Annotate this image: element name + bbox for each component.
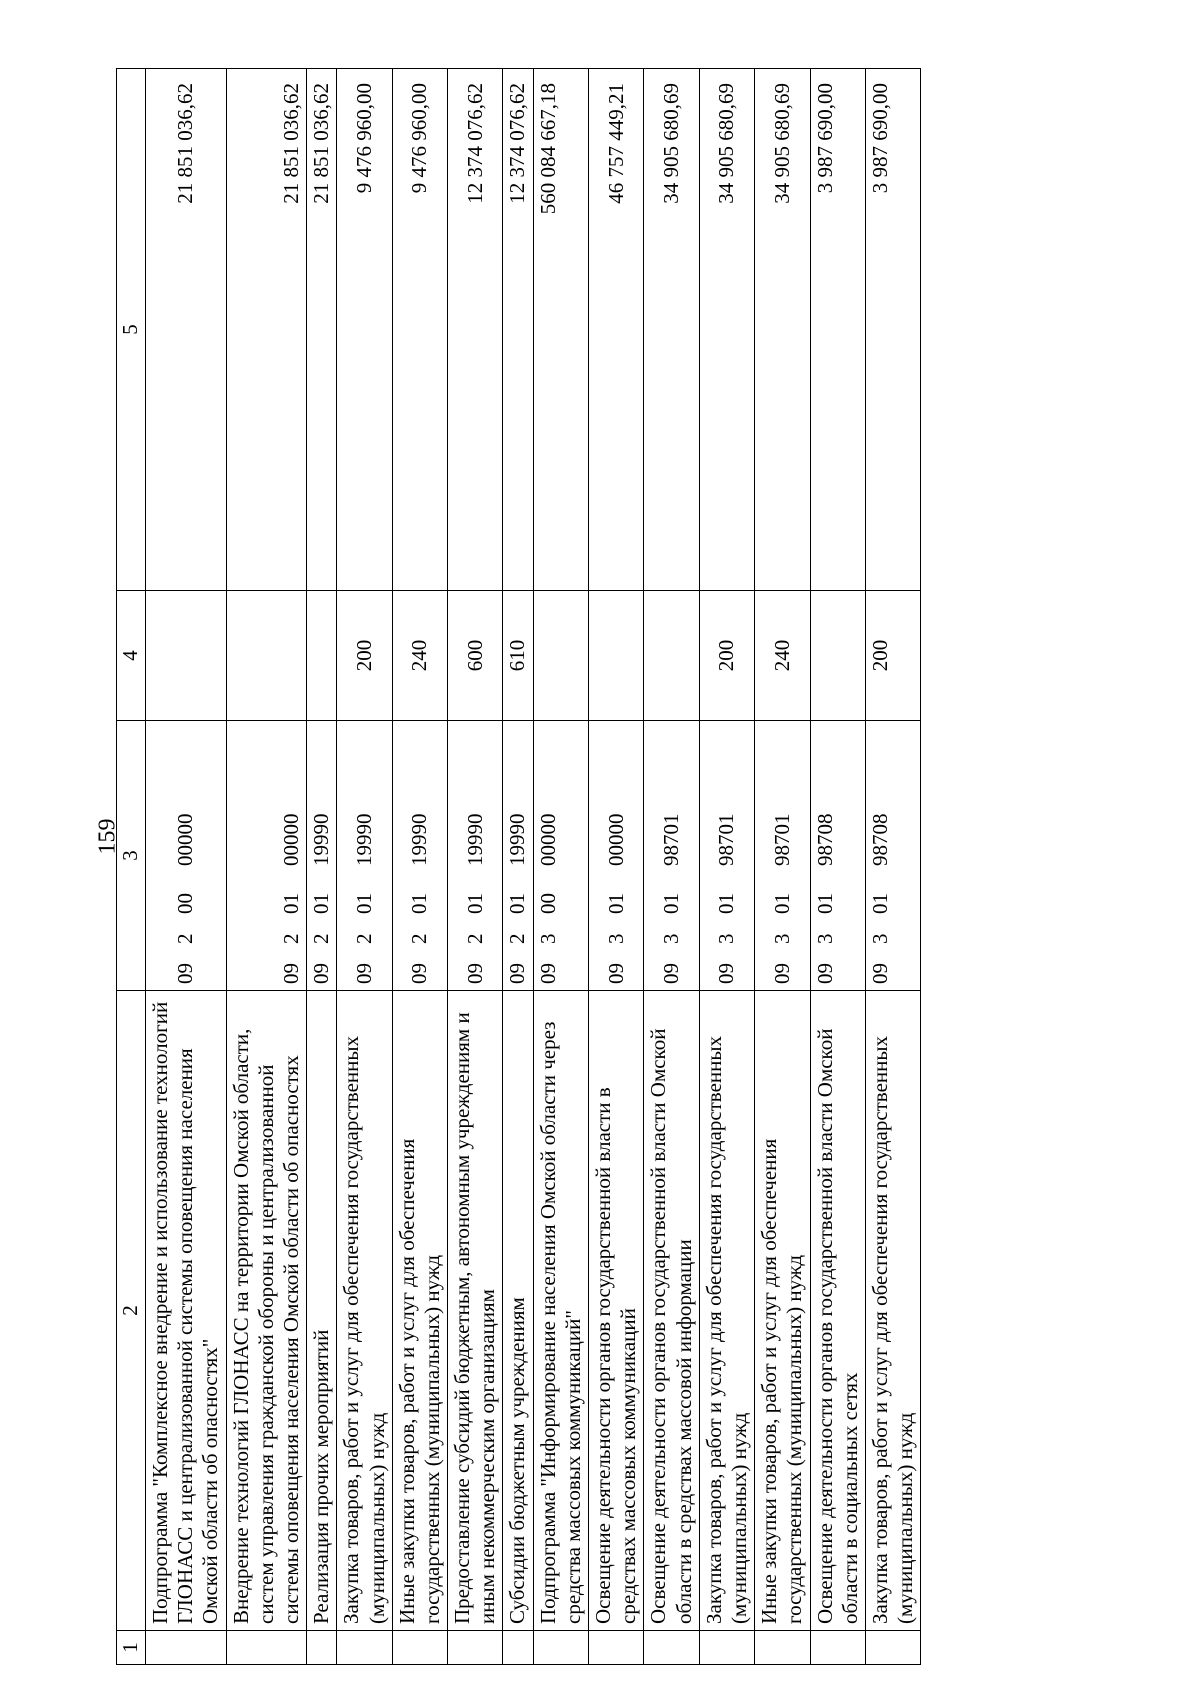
row-index-cell (307, 1631, 337, 1665)
table-row (865, 69, 920, 1665)
row-index-cell (589, 1631, 644, 1665)
code-direction: 19990 (351, 813, 376, 866)
row-code-cell (865, 721, 920, 991)
row-type-cell: 240 (755, 591, 810, 721)
code-event: 00 (173, 893, 198, 914)
row-code-cell (503, 721, 533, 991)
row-code-cell (755, 721, 810, 991)
row-type-cell (307, 591, 337, 721)
code-subprogram: 3 (714, 933, 739, 944)
table-body (146, 69, 921, 1665)
table-row (448, 69, 503, 1665)
code-program: 09 (505, 963, 530, 984)
code-subprogram: 3 (867, 933, 892, 944)
table-row (307, 69, 337, 1665)
table-row (146, 69, 227, 1665)
code-direction: 00000 (278, 813, 303, 866)
row-amount-cell: 9 476 960,00 (337, 69, 392, 591)
row-code-cell (307, 721, 337, 991)
row-code-cell (810, 721, 865, 991)
row-type-cell: 240 (392, 591, 447, 721)
code-event: 00 (535, 893, 560, 914)
row-amount-cell: 21 851 036,62 (226, 69, 307, 591)
code-direction: 98708 (812, 813, 837, 866)
row-index-cell (337, 1631, 392, 1665)
row-code (352, 721, 377, 990)
row-name-cell: Освещение деятельности органов государственной власти Омской области в средствах массовой информации (644, 991, 699, 1631)
code-event: 01 (278, 893, 303, 914)
code-program: 09 (812, 963, 837, 984)
row-index-cell (146, 1631, 227, 1665)
code-program: 09 (462, 963, 487, 984)
code-program: 09 (351, 963, 376, 984)
row-code (536, 721, 561, 990)
code-direction: 00000 (603, 813, 628, 866)
code-event: 01 (351, 893, 376, 914)
row-name-cell: Освещение деятельности органов государственной власти Омской области в социальных сетях (810, 991, 865, 1631)
code-subprogram: 3 (603, 933, 628, 944)
code-direction: 98708 (867, 813, 892, 866)
row-index-cell (226, 1631, 307, 1665)
row-amount-cell: 3 987 690,00 (865, 69, 920, 591)
row-type-cell (810, 591, 865, 721)
header-col-3: 3 (117, 721, 146, 991)
row-name-cell: Реализация прочих мероприятий (307, 991, 337, 1631)
row-index-cell (644, 1631, 699, 1665)
table-row (392, 69, 447, 1665)
code-event: 01 (603, 893, 628, 914)
code-direction: 98701 (658, 813, 683, 866)
row-code-cell (644, 721, 699, 991)
row-name-cell: Подпрограмма "Информирование населения Омской области через средства массовых коммуникаций" (533, 991, 588, 1631)
code-program: 09 (278, 963, 303, 984)
row-index-cell (865, 1631, 920, 1665)
row-code-cell (146, 721, 227, 991)
row-code (604, 721, 629, 990)
row-type-cell: 200 (699, 591, 754, 721)
code-subprogram: 2 (505, 933, 530, 944)
table-row (810, 69, 865, 1665)
row-amount-cell: 9 476 960,00 (392, 69, 447, 591)
row-code (463, 721, 488, 990)
row-index-cell (392, 1631, 447, 1665)
row-type-cell: 200 (865, 591, 920, 721)
code-event: 01 (714, 893, 739, 914)
row-name-cell: Внедрение технологий ГЛОНАСС на территории Омской области, систем управления гражданской обороны и централизованной системы оповещения населения Омской области об опасностях (226, 991, 307, 1631)
row-name-cell: Подпрограмма "Комплексное внедрение и использование технологий ГЛОНАСС и централизованной системы оповещения населения Омской области об опасностях" (146, 991, 227, 1631)
code-program: 09 (173, 963, 198, 984)
row-code-cell (337, 721, 392, 991)
code-subprogram: 2 (462, 933, 487, 944)
code-subprogram: 2 (173, 933, 198, 944)
row-type-cell (589, 591, 644, 721)
row-code (407, 721, 432, 990)
row-name-cell: Освещение деятельности органов государственной власти в средствах массовых коммуникаций (589, 991, 644, 1631)
code-subprogram: 3 (769, 933, 794, 944)
table-row (755, 69, 810, 1665)
code-direction: 98701 (769, 813, 794, 866)
row-name-cell: Иные закупки товаров, работ и услуг для обеспечения государственных (муниципальных) нужд (755, 991, 810, 1631)
code-program: 09 (867, 963, 892, 984)
row-amount-cell: 21 851 036,62 (146, 69, 227, 591)
code-event: 01 (462, 893, 487, 914)
header-col-4: 4 (117, 591, 146, 721)
row-name-cell: Закупка товаров, работ и услуг для обеспечения государственных (муниципальных) нужд (865, 991, 920, 1631)
table-header-row (117, 69, 146, 1665)
row-name-cell: Иные закупки товаров, работ и услуг для обеспечения государственных (муниципальных) нужд (392, 991, 447, 1631)
row-type-cell (644, 591, 699, 721)
row-type-cell (226, 591, 307, 721)
code-event: 01 (407, 893, 432, 914)
table-row (226, 69, 307, 1665)
code-direction: 00000 (173, 813, 198, 866)
row-code (659, 721, 684, 990)
row-type-cell: 200 (337, 591, 392, 721)
row-code (279, 721, 304, 990)
row-amount-cell: 12 374 076,62 (448, 69, 503, 591)
table-row (503, 69, 533, 1665)
code-direction: 00000 (535, 813, 560, 866)
row-index-cell (810, 1631, 865, 1665)
row-amount-cell: 34 905 680,69 (755, 69, 810, 591)
code-event: 01 (769, 893, 794, 914)
code-direction: 19990 (407, 813, 432, 866)
row-amount-cell: 3 987 690,00 (810, 69, 865, 591)
row-name-cell: Субсидии бюджетным учреждениям (503, 991, 533, 1631)
code-event: 01 (658, 893, 683, 914)
budget-table (116, 68, 921, 1665)
row-code (309, 721, 334, 990)
row-index-cell (755, 1631, 810, 1665)
row-amount-cell: 34 905 680,69 (699, 69, 754, 591)
code-program: 09 (535, 963, 560, 984)
row-name-cell: Предоставление субсидий бюджетным, автономным учреждениям и иным некоммерческим организациям (448, 991, 503, 1631)
row-index-cell (503, 1631, 533, 1665)
table-row (337, 69, 392, 1665)
header-col-2: 2 (117, 991, 146, 1631)
row-code-cell (533, 721, 588, 991)
row-amount-cell: 46 757 449,21 (589, 69, 644, 591)
code-event: 01 (505, 893, 530, 914)
code-subprogram: 2 (351, 933, 376, 944)
row-index-cell (448, 1631, 503, 1665)
code-event: 01 (867, 893, 892, 914)
row-code-cell (392, 721, 447, 991)
code-subprogram: 2 (309, 933, 334, 944)
code-direction: 98701 (714, 813, 739, 866)
row-name-cell: Закупка товаров, работ и услуг для обеспечения государственных (муниципальных) нужд (699, 991, 754, 1631)
row-code (770, 721, 795, 990)
row-type-cell: 600 (448, 591, 503, 721)
row-amount-cell: 12 374 076,62 (503, 69, 533, 591)
rotated-table-container (116, 69, 1178, 1665)
code-program: 09 (407, 963, 432, 984)
row-code-cell (589, 721, 644, 991)
row-amount-cell: 34 905 680,69 (644, 69, 699, 591)
row-code (173, 721, 198, 990)
code-program: 09 (658, 963, 683, 984)
code-subprogram: 3 (658, 933, 683, 944)
code-event: 01 (309, 893, 334, 914)
code-program: 09 (714, 963, 739, 984)
table-row (533, 69, 588, 1665)
row-name-cell: Закупка товаров, работ и услуг для обеспечения государственных (муниципальных) нужд (337, 991, 392, 1631)
row-type-cell (146, 591, 227, 721)
page-number: 159 (94, 818, 121, 855)
row-code (714, 721, 739, 990)
row-code-cell (448, 721, 503, 991)
code-subprogram: 2 (407, 933, 432, 944)
code-event: 01 (812, 893, 837, 914)
row-amount-cell: 560 084 667,18 (533, 69, 588, 591)
row-code (505, 721, 530, 990)
row-code-cell (226, 721, 307, 991)
row-amount-cell: 21 851 036,62 (307, 69, 337, 591)
row-type-cell: 610 (503, 591, 533, 721)
table-row (589, 69, 644, 1665)
code-program: 09 (603, 963, 628, 984)
table-row (699, 69, 754, 1665)
row-code (868, 721, 893, 990)
code-subprogram: 2 (278, 933, 303, 944)
row-code-cell (699, 721, 754, 991)
header-col-5: 5 (117, 69, 146, 591)
code-subprogram: 3 (535, 933, 560, 944)
row-index-cell (533, 1631, 588, 1665)
code-direction: 19990 (309, 813, 334, 866)
table-row (644, 69, 699, 1665)
code-program: 09 (769, 963, 794, 984)
code-direction: 19990 (505, 813, 530, 866)
row-code (813, 721, 838, 990)
row-index-cell (699, 1631, 754, 1665)
code-program: 09 (309, 963, 334, 984)
code-subprogram: 3 (812, 933, 837, 944)
code-direction: 19990 (462, 813, 487, 866)
header-col-1: 1 (117, 1631, 146, 1665)
row-type-cell (533, 591, 588, 721)
